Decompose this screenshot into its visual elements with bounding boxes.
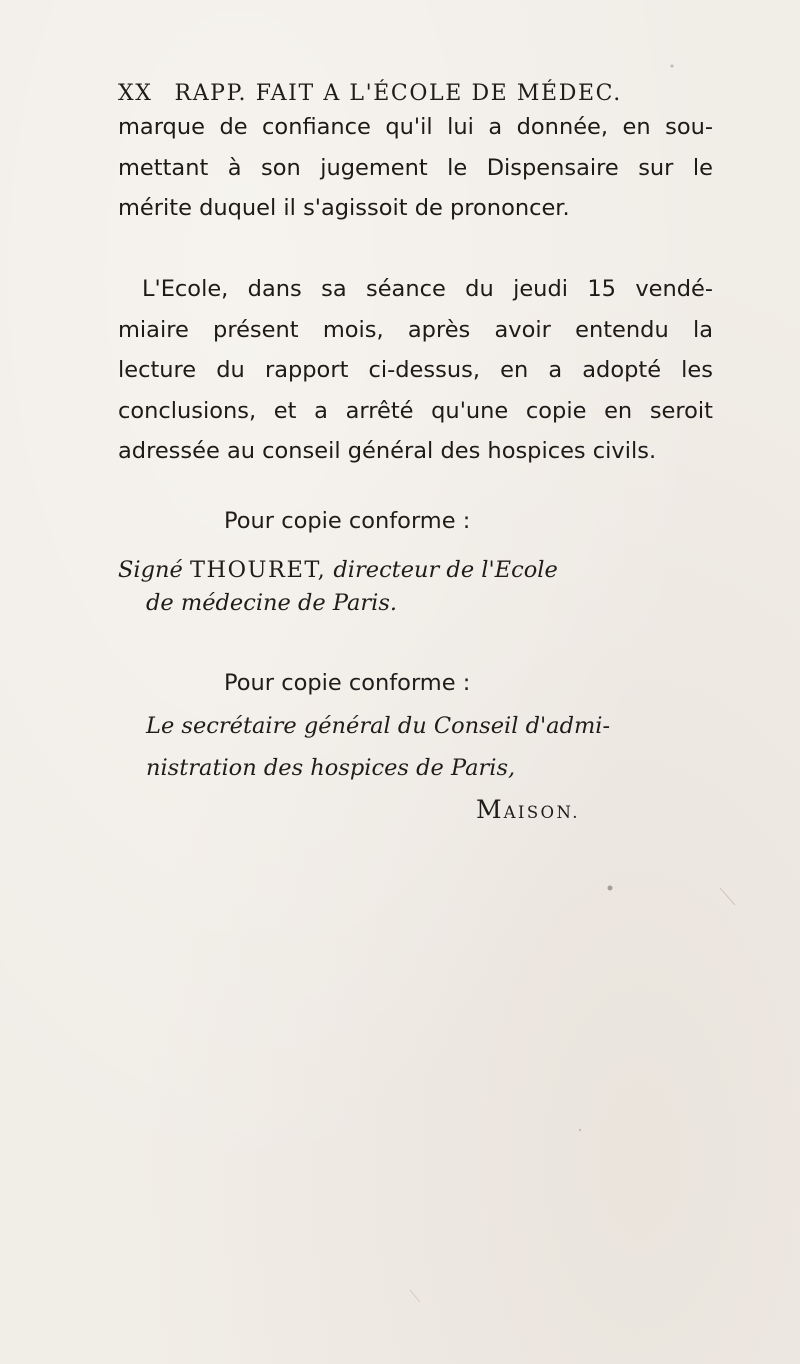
paragraph-line: mettant à son jugement le Dispensaire sur le <box>118 154 713 181</box>
secretary-line-1: Le secrétaire général du Conseil d'admi- <box>146 713 611 739</box>
paragraph-line: conclusions, et a arrêté qu'une copie en seroit <box>118 397 713 424</box>
page-number: XX <box>118 81 153 106</box>
running-title: RAPP. FAIT A L'ÉCOLE DE MÉDEC. <box>174 81 622 106</box>
signature-initial: M <box>476 795 504 824</box>
signer-name: THOURET, <box>189 557 327 583</box>
paragraph-line: marque de confiance qu'il lui a donnée, en sou- <box>118 114 713 140</box>
paper-crease <box>720 888 735 905</box>
copy-heading-2: Pour copie conforme : <box>224 670 471 696</box>
signer-title-continued: de médecine de Paris. <box>146 590 398 616</box>
signature-rest: AISON. <box>503 803 580 822</box>
paragraph-line: adressée au conseil général des hospices civils. <box>118 438 657 465</box>
secretary-line-2: nistration des hospices de Paris, <box>146 755 516 781</box>
signer-title: directeur de l'Ecole <box>333 557 558 583</box>
paragraph-line: mérite duquel il s'agissoit de prononcer. <box>118 195 570 222</box>
copy-heading-1: Pour copie conforme : <box>224 508 471 534</box>
paragraph-line: miaire présent mois, après avoir entendu la <box>118 316 713 343</box>
paper-speck <box>608 886 613 891</box>
paragraph-line: lecture du rapport ci-dessus, en a adopté les <box>118 357 713 384</box>
paper-speck <box>579 1129 581 1131</box>
paper-crease <box>410 1290 420 1302</box>
paragraph-line: L'Ecole, dans sa séance du jeudi 15 vendé- <box>142 276 713 302</box>
signed-label: Signé <box>118 557 183 583</box>
paper-speck <box>671 65 674 68</box>
